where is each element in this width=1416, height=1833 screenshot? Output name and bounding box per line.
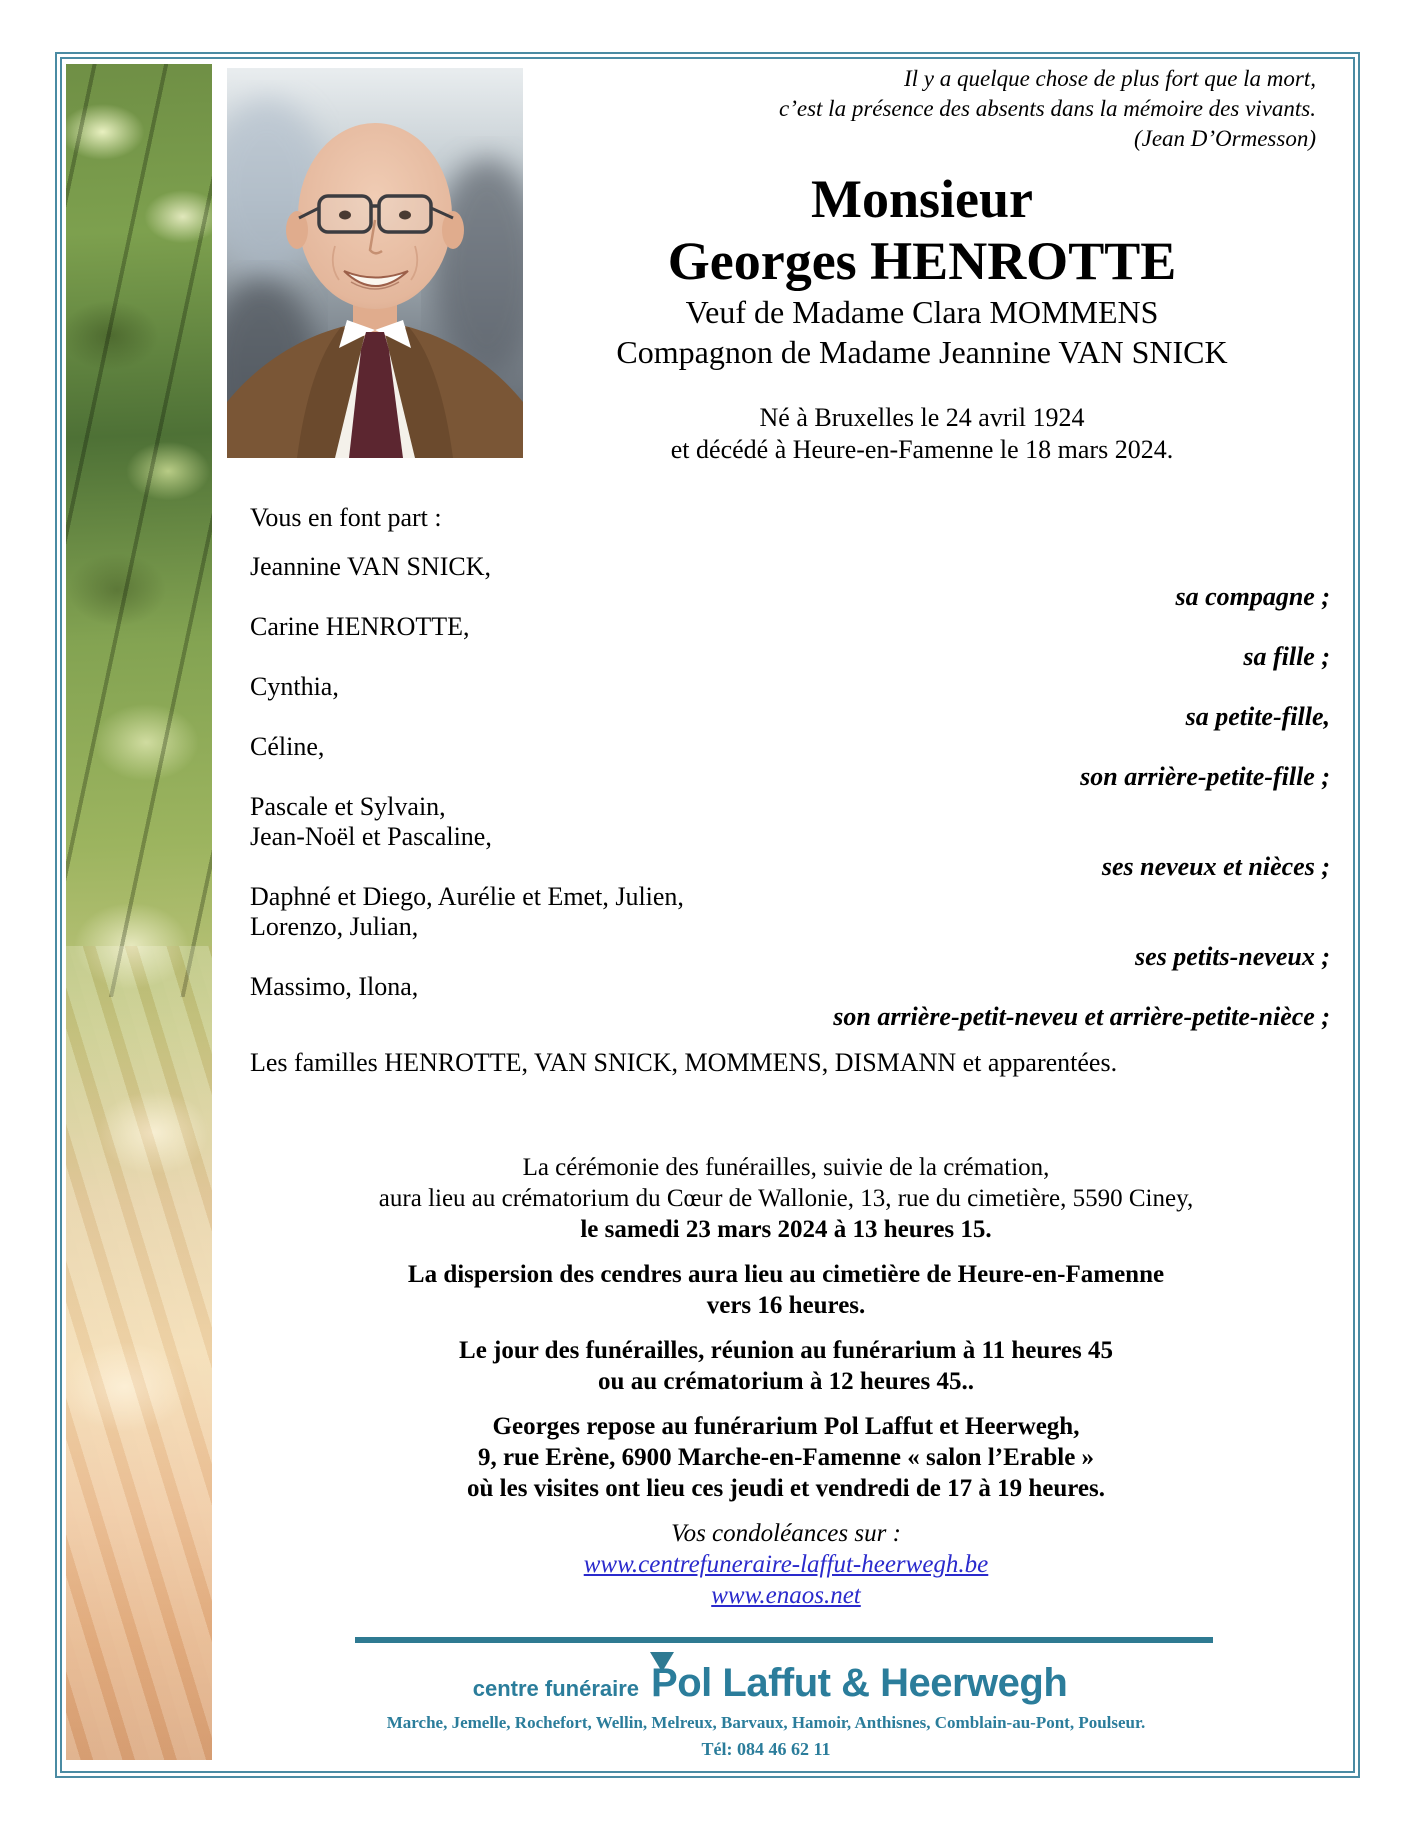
- relative-name: Céline,: [250, 732, 325, 761]
- relative-name: Carine HENROTTE,: [250, 612, 470, 641]
- condolences-link-centrefuneraire[interactable]: www.centrefuneraire-laffut-heerwegh.be: [583, 1551, 989, 1578]
- meeting-paragraph: [212, 1335, 1360, 1397]
- brand-prefix: centre funéraire: [472, 1676, 640, 1701]
- families-line: Les familles HENROTTE, VAN SNICK, MOMMENS, DISMANN et apparentées.: [250, 1048, 1118, 1077]
- companion-line: Compagnon de Madame Jeannine VAN SNICK: [616, 334, 1228, 370]
- relative-name: Jeannine VAN SNICK,: [250, 552, 491, 581]
- meeting-alt-line: ou au crématorium à 12 heures 45..: [598, 1368, 974, 1395]
- death-line: et décédé à Heure-en-Famenne le 18 mars 2024.: [670, 435, 1174, 464]
- announcement-list: [250, 552, 1330, 1078]
- title-monsieur: Monsieur: [811, 169, 1033, 229]
- meeting-line: Le jour des funérailles, réunion au funérarium à 11 heures 45: [459, 1337, 1113, 1364]
- condolences-label: Vos condoléances sur :: [671, 1520, 901, 1547]
- relative-name: Lorenzo, Julian,: [250, 912, 419, 941]
- birth-line: Né à Bruxelles le 24 avril 1924: [759, 403, 1085, 432]
- branch-locations: Marche, Jemelle, Rochefort, Wellin, Melreux, Barvaux, Hamoir, Anthisnes, Comblain-au-Pont, Poulseur.: [386, 1713, 1146, 1732]
- condolences-link-enaos[interactable]: www.enaos.net: [711, 1582, 861, 1609]
- visits-line: où les visites ont lieu ces jeudi et vendredi de 17 à 19 heures.: [467, 1475, 1105, 1502]
- widower-line: Veuf de Madame Clara MOMMENS: [685, 294, 1159, 330]
- deceased-name: Georges HENROTTE: [667, 231, 1177, 291]
- brand-name: Pol Laffut & Heerwegh: [651, 1661, 1068, 1705]
- announcement-intro: Vous en font part :: [250, 503, 442, 532]
- funerarium-paragraph: [212, 1411, 1360, 1504]
- relative-name: Pascale et Sylvain,: [250, 792, 446, 821]
- ceremony-line: La cérémonie des funérailles, suivie de la crémation,: [522, 1154, 1050, 1181]
- relation-label: son arrière-petit-neveu et arrière-petite-nièce ;: [833, 1002, 1330, 1031]
- ashes-line: La dispersion des cendres aura lieu au cimetière de Heure-en-Famenne: [407, 1261, 1165, 1288]
- relative-name: Massimo, Ilona,: [250, 972, 419, 1001]
- ceremony-details: [212, 1152, 1360, 1611]
- birth-death-block: [523, 402, 1321, 466]
- relation-label: son arrière-petite-fille ;: [1080, 762, 1330, 791]
- cremation-paragraph: [212, 1152, 1360, 1245]
- ashes-time-line: vers 16 heures.: [706, 1292, 866, 1319]
- relation-label: sa fille ;: [1243, 642, 1330, 671]
- quote-attribution: (Jean D’Ormesson): [1133, 126, 1316, 151]
- quote-line: Il y a quelque chose de plus fort que la mort,: [903, 66, 1316, 91]
- ashes-paragraph: [212, 1259, 1360, 1321]
- phone-number: Tél: 084 46 62 11: [701, 1739, 831, 1759]
- quote-line: c’est la présence des absents dans la mémoire des vivants.: [779, 96, 1316, 121]
- forest-path-photo: [66, 64, 212, 1760]
- portrait-photo: [227, 68, 523, 458]
- relative-name: Cynthia,: [250, 672, 339, 701]
- funeral-home-logo: [340, 1662, 1200, 1704]
- relative-name: Jean-Noël et Pascaline,: [250, 822, 492, 851]
- portrait-illustration: [227, 68, 523, 458]
- funerarium-address-line: 9, rue Erène, 6900 Marche-en-Famenne « salon l’Erable »: [477, 1444, 1095, 1471]
- relative-name: Daphné et Diego, Aurélie et Emet, Julien,: [250, 882, 684, 911]
- relation-label: sa petite-fille,: [1185, 702, 1330, 731]
- deceased-header: [523, 168, 1321, 466]
- funerarium-line: Georges repose au funérarium Pol Laffut et Heerwegh,: [492, 1413, 1080, 1440]
- relation-label: sa compagne ;: [1175, 582, 1330, 611]
- relation-label: ses petits-neveux ;: [1135, 942, 1330, 971]
- ceremony-line: aura lieu au crématorium du Cœur de Wallonie, 13, rue du cimetière, 5590 Ciney,: [378, 1185, 1194, 1212]
- relation-label: ses neveux et nièces ;: [1101, 852, 1330, 881]
- memorial-quote: [560, 64, 1316, 154]
- condolences-block: [212, 1518, 1360, 1611]
- ceremony-date-line: le samedi 23 mars 2024 à 13 heures 15.: [580, 1216, 992, 1243]
- footer-divider-line: [355, 1637, 1213, 1643]
